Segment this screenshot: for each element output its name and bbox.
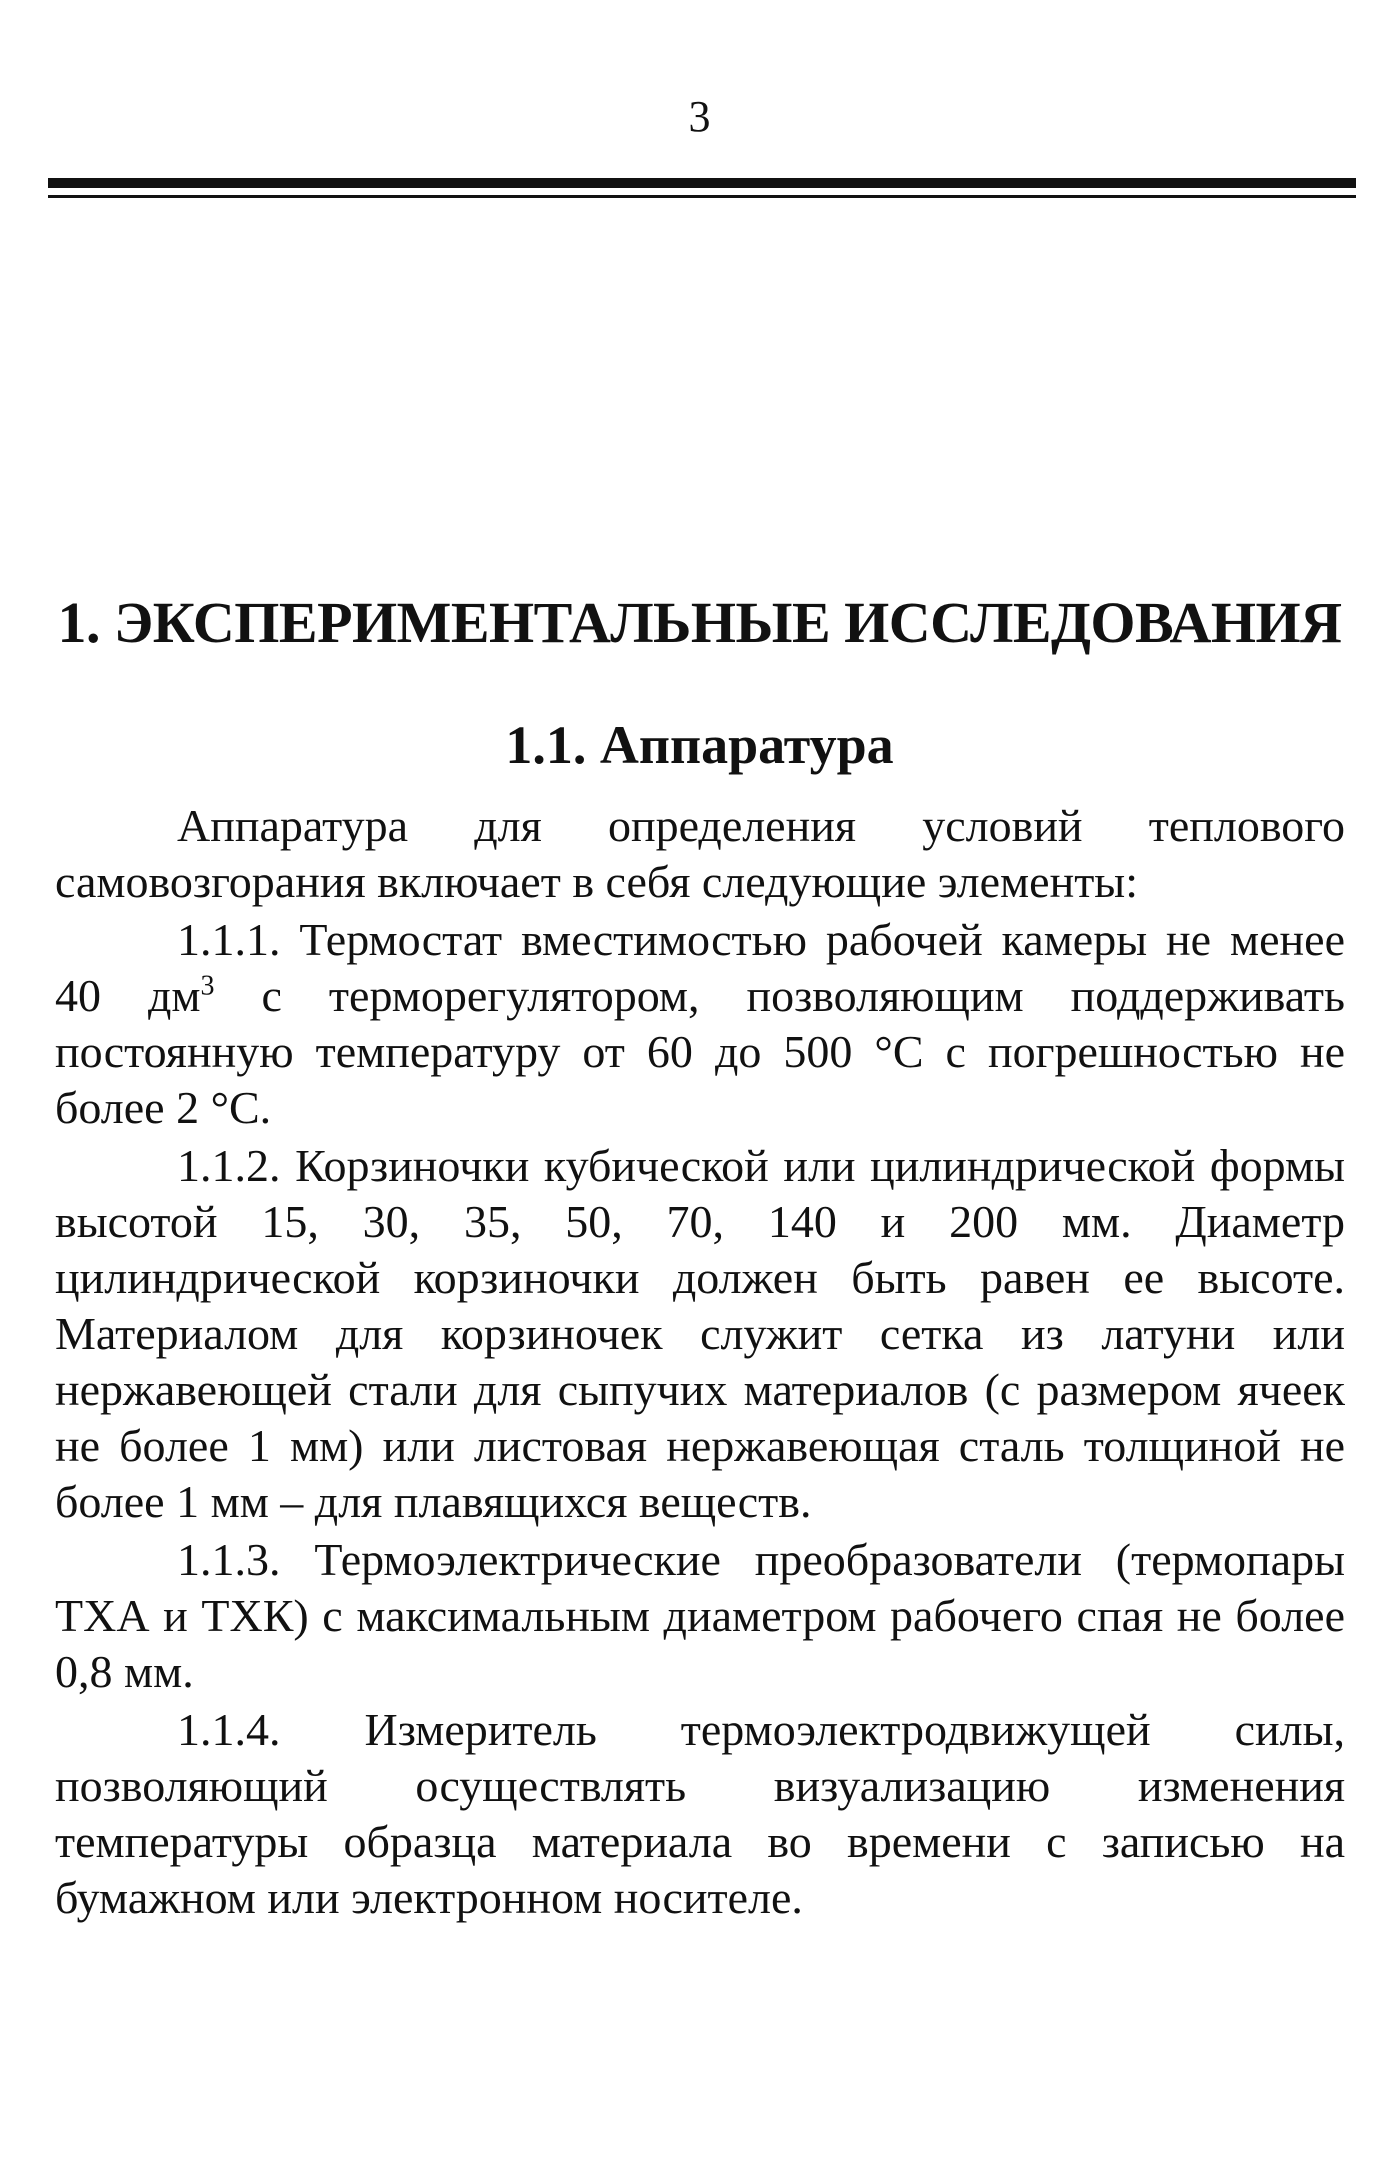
paragraph-1-1-1-start: 1.1.1. Термостат вместимостью рабочей камеры не менее 40 дм — [55, 914, 1345, 1021]
paragraph-1-1-3: 1.1.3. Термоэлектрические преобразователи (термопары ТХА и ТХК) с максимальным диаметром рабочего спая не более 0,8 мм. — [55, 1534, 1345, 1697]
section-title: 1.1. Аппаратура — [505, 715, 894, 775]
header-rule-thick — [48, 178, 1356, 188]
paragraph-1-1-2: 1.1.2. Корзиночки кубической или цилиндрической формы высотой 15, 30, 35, 50, 70, 140 и 200 мм. Диаметр цилиндрической корзиночки должен быть равен ее высоте. Материалом для корзиночек служит сетка из латуни или нержавеющей стали для сыпучих материалов (с размером ячеек не более 1 мм) или листовая нержавеющая сталь толщиной не более 1 мм – для плавящихся веществ. — [55, 1140, 1345, 1527]
paragraph-intro: Аппаратура для определения условий теплового самовозгорания включает в себя следующие элементы: — [55, 800, 1345, 907]
body-text — [55, 798, 1345, 1928]
chapter-title: 1. ЭКСПЕРИМЕНТАЛЬНЫЕ ИССЛЕДОВАНИЯ — [57, 590, 1342, 655]
superscript-cubed: 3 — [200, 970, 215, 1002]
paragraph-1-1-1 — [55, 912, 1345, 1136]
header-rule-thin — [48, 195, 1356, 198]
paragraph-1-1-4: 1.1.4. Измеритель термоэлектродвижущей силы, позволяющий осуществлять визуализацию изменения температуры образца материала во времени с записью на бумажном или электронном носителе. — [55, 1704, 1345, 1923]
page-number: 3 — [688, 92, 711, 141]
paragraph-1-1-1-end: с терморегулятором, позволяющим поддерживать постоянную температуру от 60 до 500 °С с погрешностью не более 2 °С. — [55, 970, 1345, 1133]
